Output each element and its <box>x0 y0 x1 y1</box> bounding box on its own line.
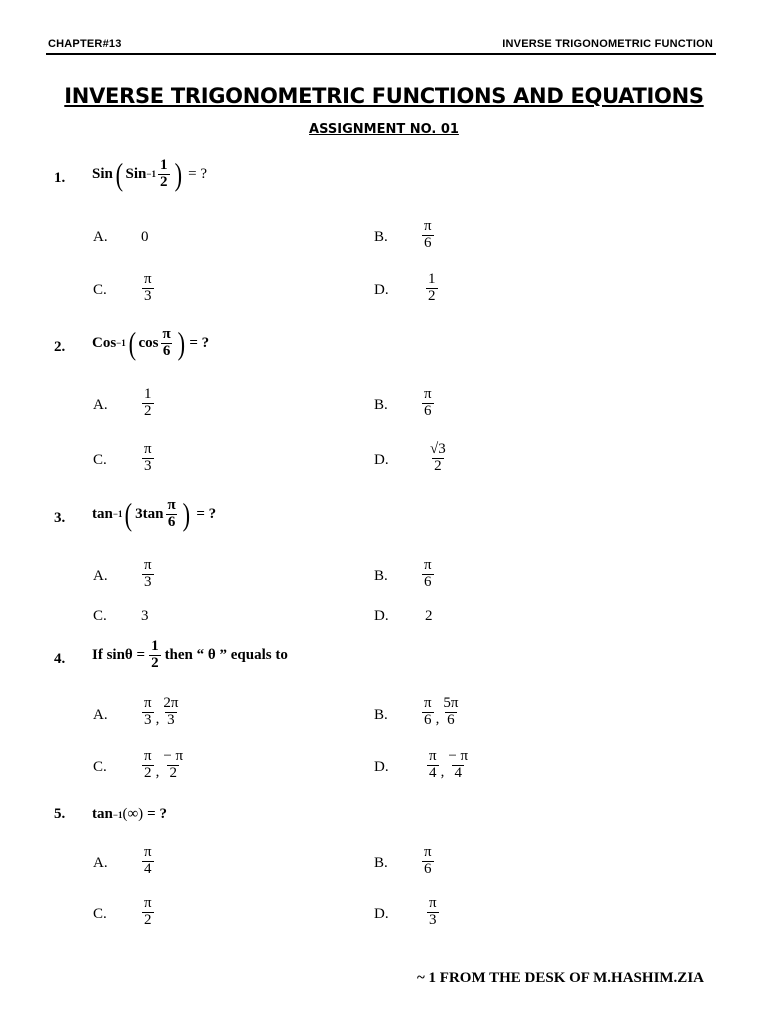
q2-paren-close: ) <box>177 325 185 362</box>
q2-option-b-label: B. <box>374 397 388 413</box>
question-4-number: 4. <box>54 651 66 667</box>
q1-fn-outer: Sin <box>92 165 113 182</box>
q5-option-d-value: $\frac{\pi}{3}$ <box>429 895 437 928</box>
q4-option-d-label: D. <box>374 759 389 775</box>
q4-option-a-label: A. <box>93 707 108 723</box>
q5-arg: (∞) <box>122 806 144 822</box>
q5-tail: = ? <box>147 806 167 822</box>
q1-option-b-label: B. <box>374 229 388 245</box>
q2-arg-fraction: $\frac{\pi}{6}$ <box>162 326 171 359</box>
chapter-label: CHAPTER#13 <box>48 38 122 50</box>
question-4-text <box>92 639 288 672</box>
q1-fn-inner: Sin <box>125 165 147 182</box>
q1-option-c-label: C. <box>93 282 107 298</box>
question-1-number: 1. <box>54 170 66 186</box>
header-divider <box>46 53 716 55</box>
q2-fn-inner: cos <box>138 334 159 351</box>
page-footer: ~ 1 FROM THE DESK OF M.HASHIM.ZIA <box>417 970 704 986</box>
q3-paren-close: ) <box>182 496 190 533</box>
q4-option-b-value: $\frac{\pi}{6}$ , $\frac{5\pi}{6}$ <box>424 695 459 728</box>
q5-option-a-label: A. <box>93 855 108 871</box>
question-5-number: 5. <box>54 806 66 822</box>
q2-option-d-label: D. <box>374 452 389 468</box>
question-3-number: 3. <box>54 510 66 526</box>
q2-option-a-label: A. <box>93 397 108 413</box>
q2-option-c-label: C. <box>93 452 107 468</box>
q3-tail: = ? <box>196 505 217 522</box>
q2-option-a-value: $\frac{1}{2}$ <box>144 386 152 419</box>
q1-option-d-value: $\frac{1}{2}$ <box>428 271 436 304</box>
q3-fn-inner: 3tan <box>135 505 164 522</box>
question-3-text <box>92 498 216 531</box>
q3-option-a-value: $\frac{\pi}{3}$ <box>144 557 152 590</box>
q1-sup: −1 <box>146 169 157 180</box>
q2-option-d-value: $\frac{√3}{2}$ <box>430 441 446 474</box>
q5-option-b-label: B. <box>374 855 388 871</box>
q1-option-a-value: 0 <box>141 229 149 245</box>
q2-tail: = ? <box>189 334 210 351</box>
q1-paren-open: ( <box>115 156 123 193</box>
q3-option-d-value: 2 <box>425 608 433 624</box>
q1-tail: = ? <box>188 165 208 182</box>
q2-paren-open: ( <box>128 325 136 362</box>
question-1-text <box>92 158 207 191</box>
question-5-text <box>92 806 167 823</box>
page-subtitle: ASSIGNMENT NO. 01 <box>309 122 459 137</box>
q4-pre: If sinθ = <box>92 646 146 663</box>
q5-option-b-value: $\frac{\pi}{6}$ <box>424 844 432 877</box>
q4-option-c-label: C. <box>93 759 107 775</box>
q5-option-a-value: $\frac{\pi}{4}$ <box>144 844 152 877</box>
q3-option-b-value: $\frac{\pi}{6}$ <box>424 557 432 590</box>
page-title: INVERSE TRIGONOMETRIC FUNCTIONS AND EQUATIONS <box>64 84 704 108</box>
q3-option-c-label: C. <box>93 608 107 624</box>
q1-option-c-value: $\frac{\pi}{3}$ <box>144 271 152 304</box>
q5-option-c-value: $\frac{\pi}{2}$ <box>144 895 152 928</box>
q4-tail: then “ θ ” equals to <box>164 646 288 663</box>
q3-sup: −1 <box>112 509 123 520</box>
q3-fn-outer: tan <box>92 505 113 522</box>
q3-arg-fraction: $\frac{\pi}{6}$ <box>167 497 176 530</box>
question-2-number: 2. <box>54 339 66 355</box>
q4-option-b-label: B. <box>374 707 388 723</box>
q5-fn-outer: tan <box>92 806 113 822</box>
q2-fn-outer: Cos <box>92 334 117 351</box>
q3-option-c-value: 3 <box>141 608 149 624</box>
q1-arg-fraction: $\frac{1}{2}$ <box>160 157 168 190</box>
q1-option-b-value: $\frac{\pi}{6}$ <box>424 218 432 251</box>
q5-option-c-label: C. <box>93 906 107 922</box>
q3-option-d-label: D. <box>374 608 389 624</box>
q4-option-c-value: $\frac{\pi}{2}$ , $\frac{- \pi}{2}$ <box>144 748 184 781</box>
q4-option-a-value: $\frac{\pi}{3}$ , $\frac{2\pi}{3}$ <box>144 695 179 728</box>
q2-option-c-value: $\frac{\pi}{3}$ <box>144 441 152 474</box>
q3-paren-open: ( <box>125 496 133 533</box>
q2-option-b-value: $\frac{\pi}{6}$ <box>424 386 432 419</box>
q1-paren-close: ) <box>174 156 182 193</box>
q4-option-d-value: $\frac{\pi}{4}$ , $\frac{- \pi}{4}$ <box>429 748 469 781</box>
topic-label: INVERSE TRIGONOMETRIC FUNCTION <box>502 38 713 50</box>
q1-option-a-label: A. <box>93 229 108 245</box>
q4-arg-fraction: $\frac{1}{2}$ <box>151 638 159 671</box>
q5-sup: −1 <box>112 809 123 820</box>
q5-option-d-label: D. <box>374 906 389 922</box>
q3-option-b-label: B. <box>374 568 388 584</box>
q2-sup: −1 <box>116 338 126 349</box>
q1-option-d-label: D. <box>374 282 389 298</box>
q3-option-a-label: A. <box>93 568 108 584</box>
question-2-text <box>92 327 209 360</box>
